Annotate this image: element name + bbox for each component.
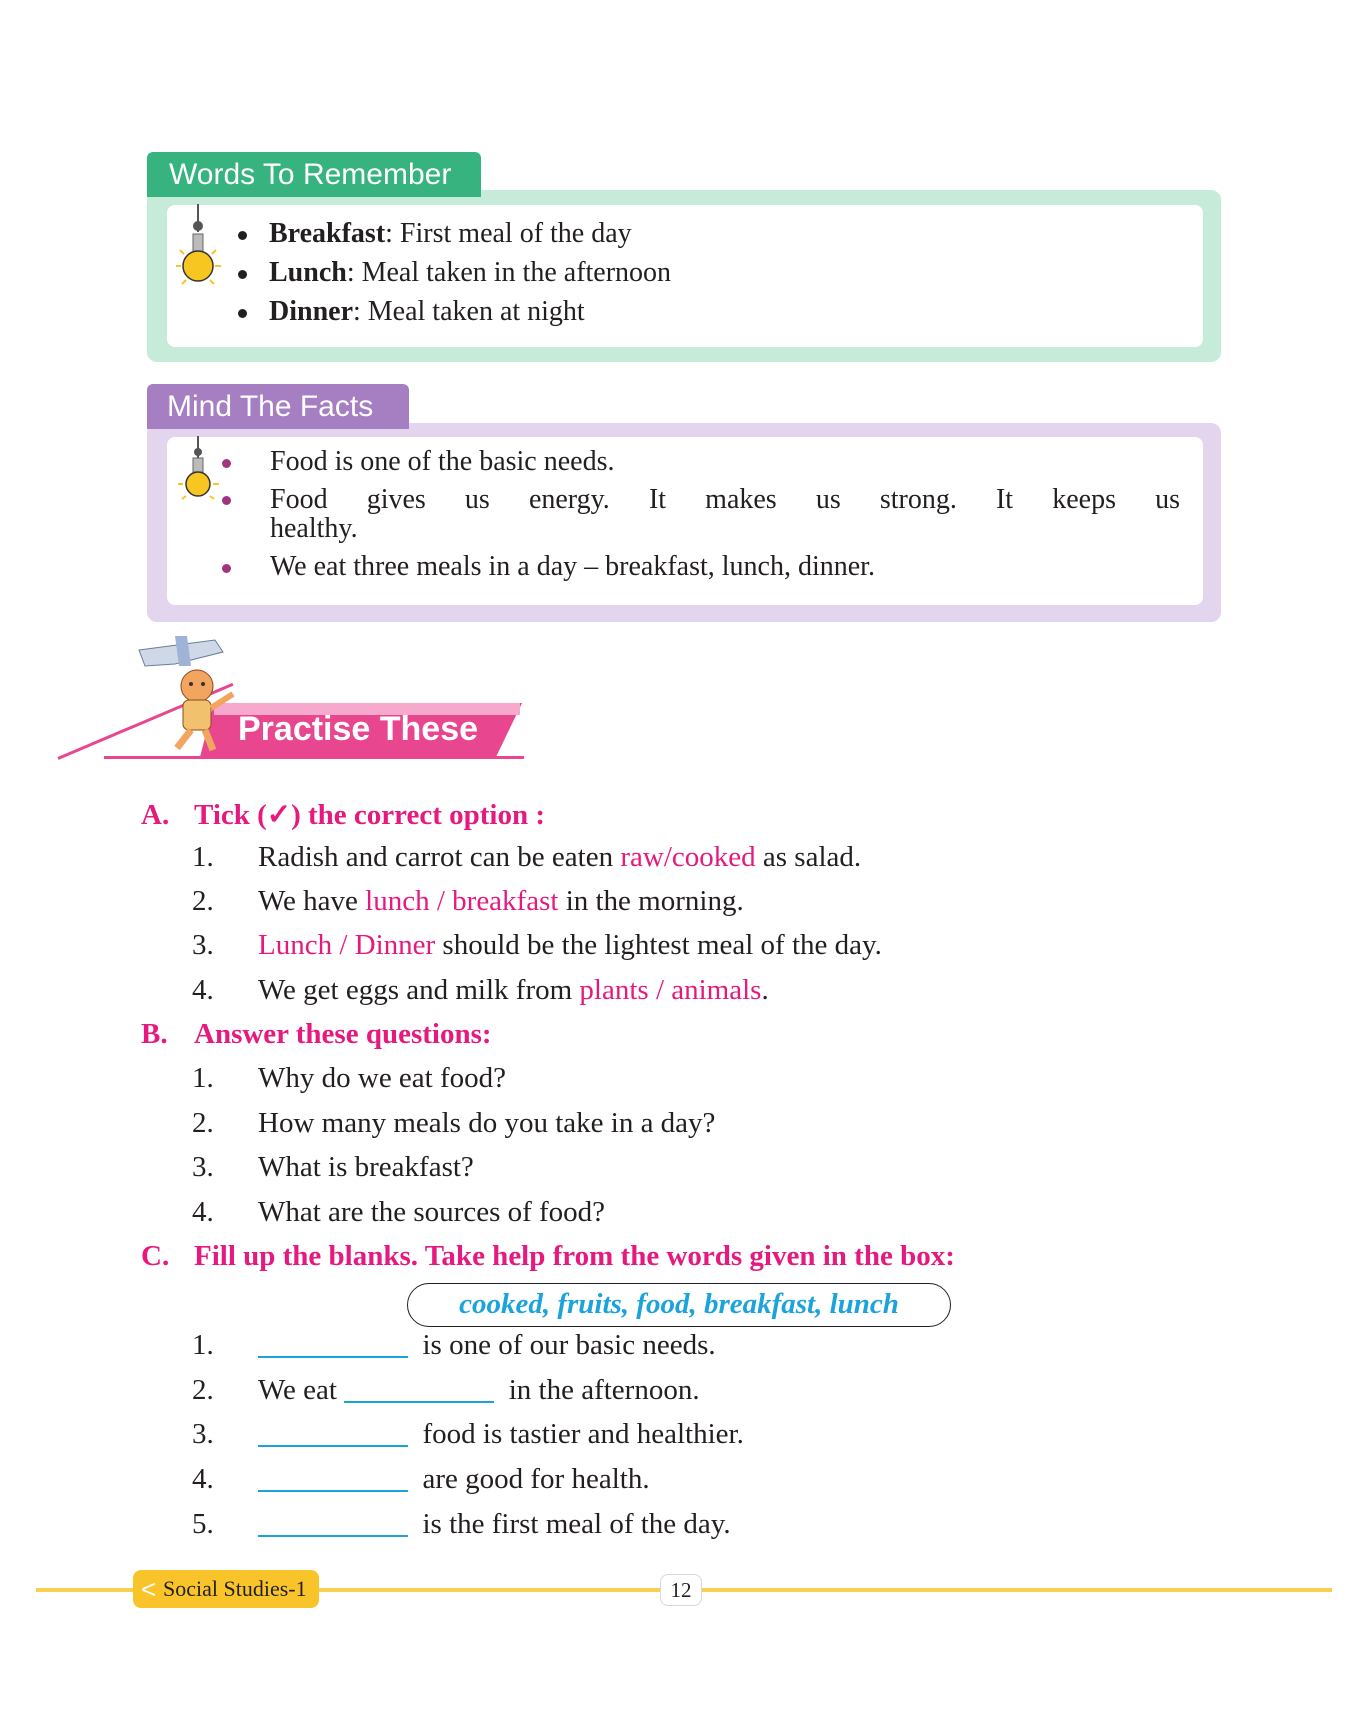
mind-the-facts-title: Mind The Facts <box>147 384 409 429</box>
answer-option[interactable]: raw/cooked <box>620 841 756 873</box>
words-item-dinner: Dinner: Meal taken at night <box>238 294 585 330</box>
chevron-left-icon: < <box>141 1574 157 1604</box>
fact-item: We eat three meals in a day – breakfast, lunch, dinner. <box>270 551 875 582</box>
words-to-remember-title: Words To Remember <box>147 152 481 197</box>
bullet <box>222 564 231 573</box>
page-number: 12 <box>660 1574 702 1606</box>
section-c-heading: C. Fill up the blanks. Take help from the words given in the box: <box>141 1240 955 1272</box>
section-b-heading: B. Answer these questions: <box>141 1018 492 1050</box>
words-item-lunch: Lunch: Meal taken in the afternoon <box>238 255 671 291</box>
bullet <box>238 231 247 240</box>
blank-input[interactable] <box>258 1535 408 1537</box>
answer-option[interactable]: lunch / breakfast <box>365 885 559 917</box>
practise-banner-title: Practise These <box>238 710 479 748</box>
section-a-heading: A. Tick (✓) the correct option : <box>141 799 546 831</box>
bullet <box>238 309 247 318</box>
answer-option[interactable]: Lunch / Dinner <box>258 929 436 961</box>
blank-input[interactable] <box>344 1401 494 1403</box>
answer-option[interactable]: plants / animals <box>579 974 762 1006</box>
blank-input[interactable] <box>258 1445 408 1447</box>
bullet <box>222 459 231 468</box>
fact-item-continued: healthy. <box>270 513 358 544</box>
blank-input[interactable] <box>258 1356 408 1358</box>
footer-book-title: Social Studies-1 <box>133 1570 319 1608</box>
word-box: cooked, fruits, food, breakfast, lunch <box>407 1283 951 1327</box>
fact-item: Food gives us energy. It makes us strong. It keeps us <box>270 484 1180 515</box>
words-item-breakfast: Breakfast: First meal of the day <box>238 216 632 252</box>
bullet <box>238 270 247 279</box>
lightbulb-icon <box>174 204 228 304</box>
boy-with-airplane-illustration <box>135 636 245 754</box>
blank-input[interactable] <box>258 1490 408 1492</box>
bullet <box>222 496 231 505</box>
fact-item: Food is one of the basic needs. <box>270 446 615 477</box>
lightbulb-icon <box>174 436 228 516</box>
